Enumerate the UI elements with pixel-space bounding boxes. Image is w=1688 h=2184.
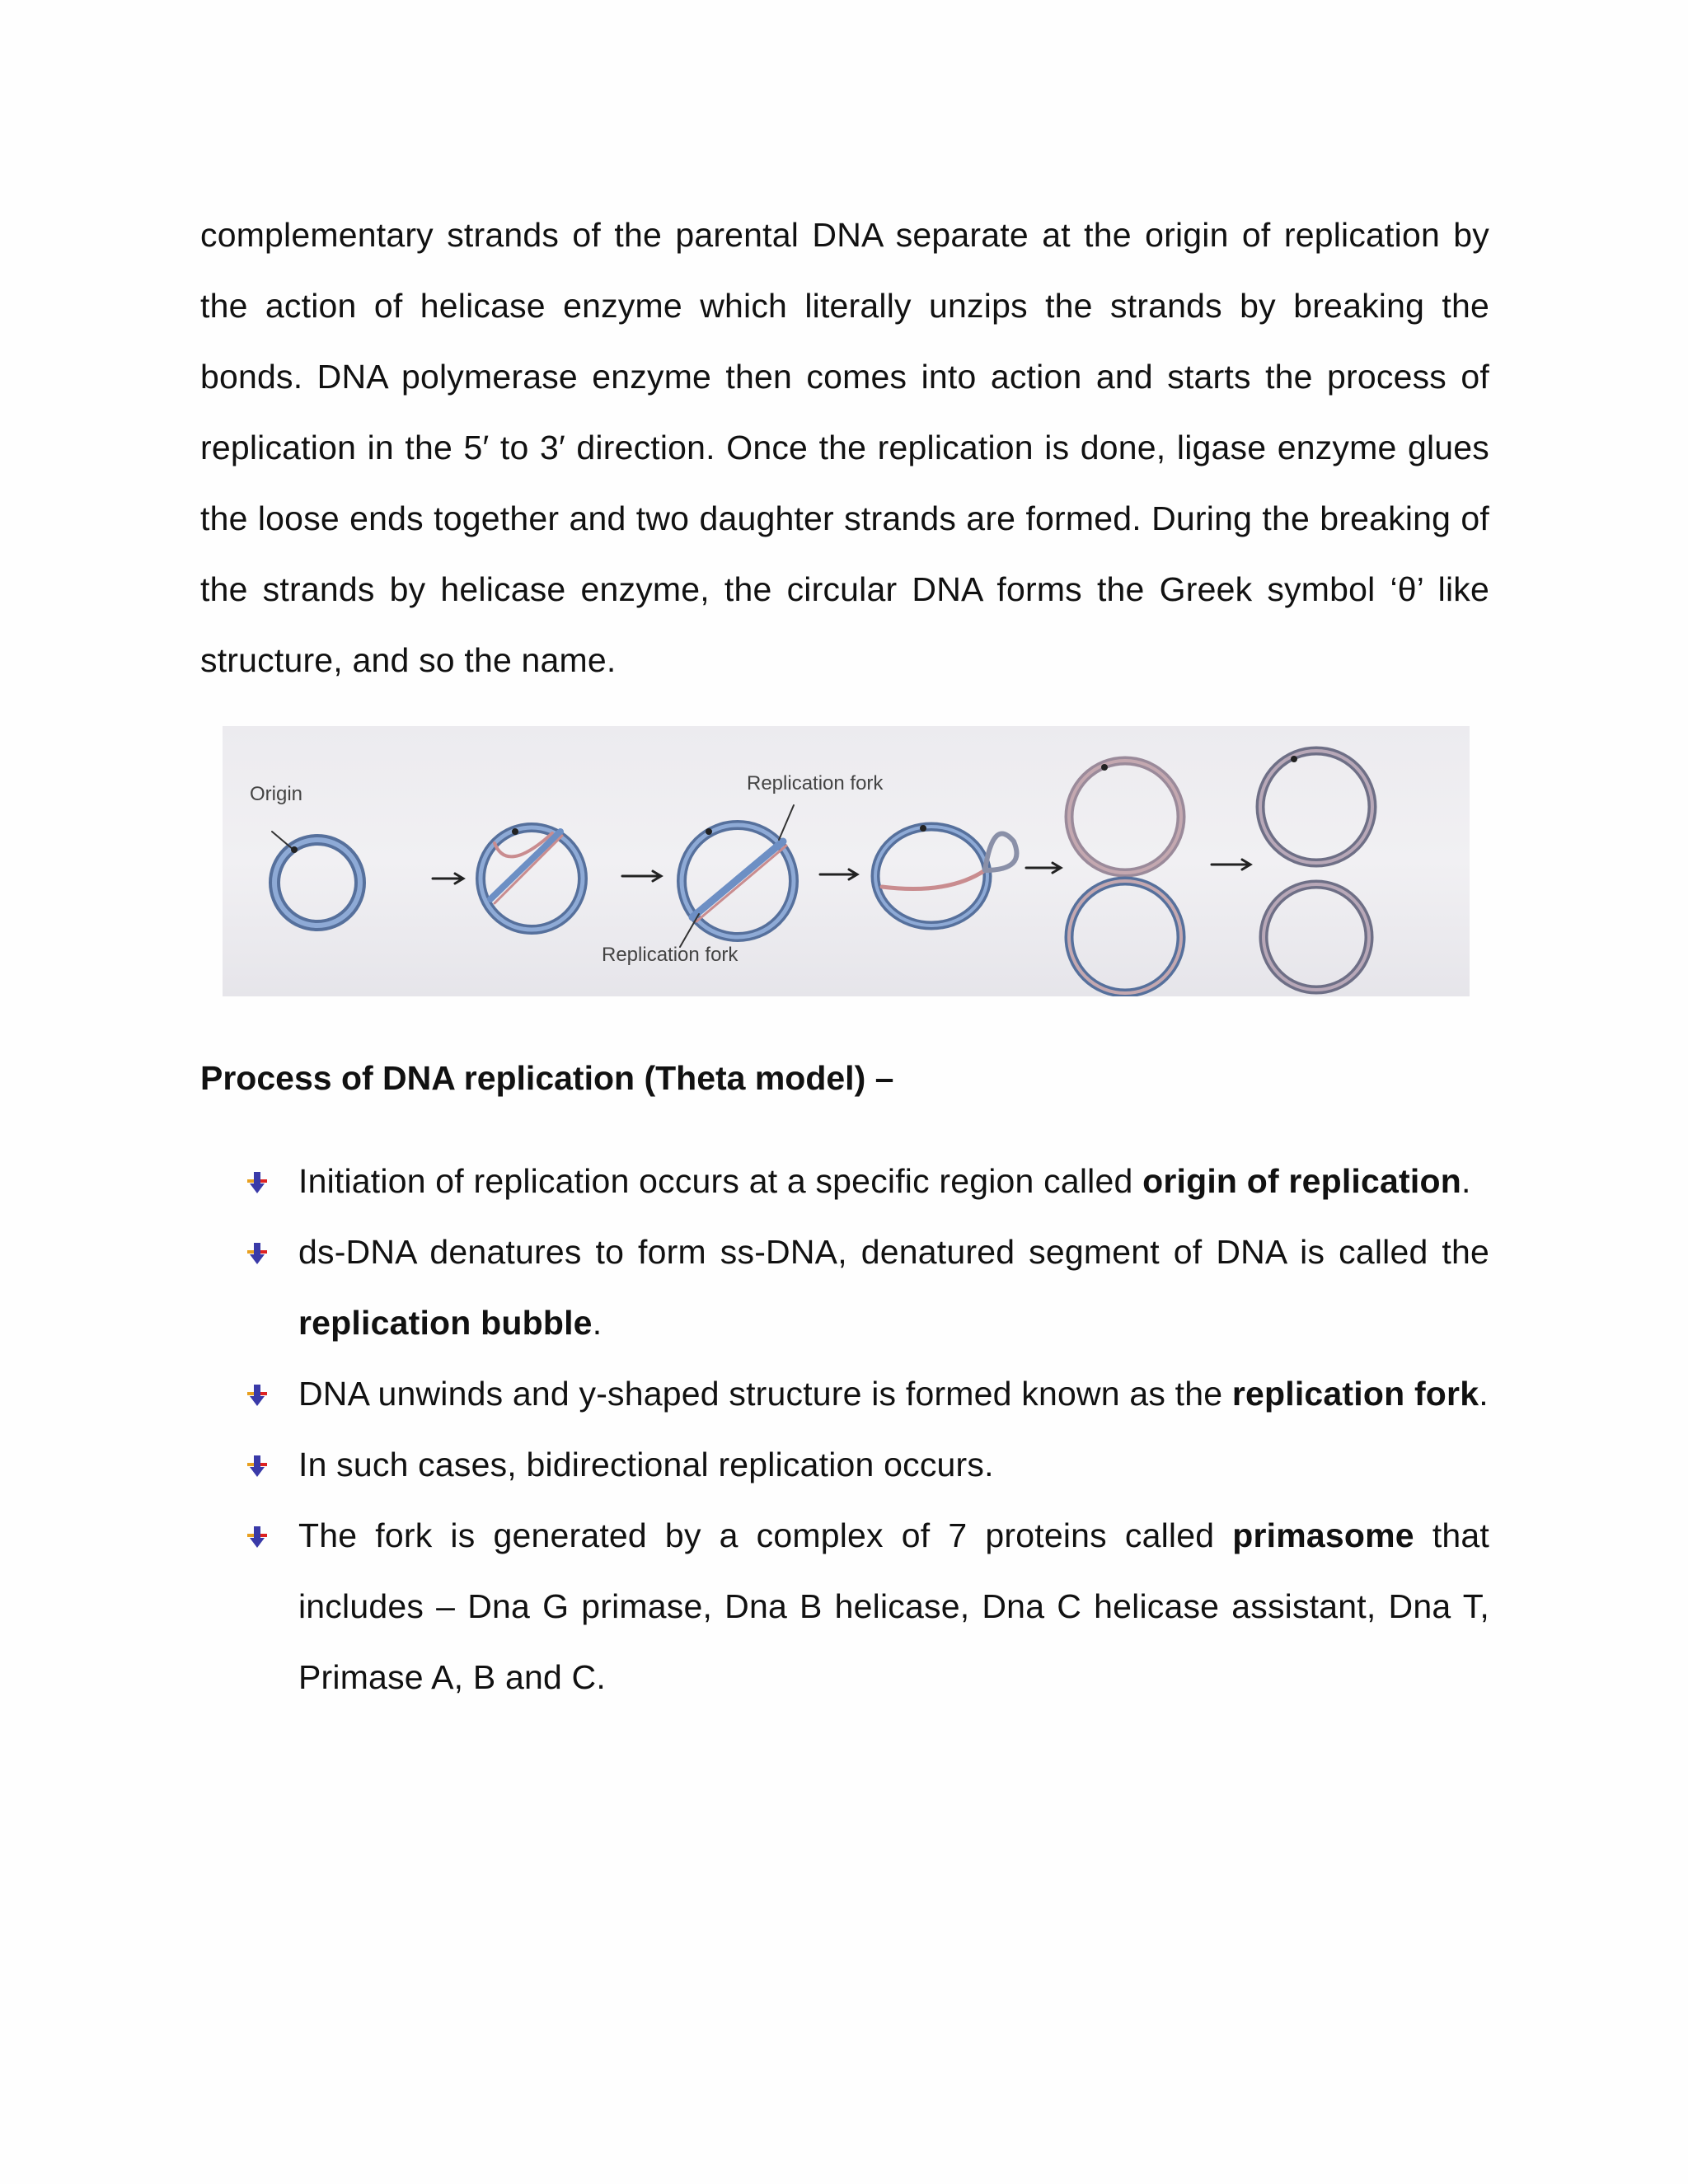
label-origin: Origin (250, 783, 303, 805)
bullet-bold: origin of replication (1142, 1162, 1461, 1200)
bullet-list (247, 1146, 1489, 1713)
bullet-text-after: . (592, 1304, 603, 1342)
bullet-item (247, 1500, 1489, 1713)
stage-3-bubble (680, 805, 794, 947)
stage-6-daughter-circles (1260, 751, 1372, 990)
label-replication-fork-bottom: Replication fork (602, 944, 738, 966)
down-arrow-bullet-icon (247, 1526, 267, 1548)
stage-2-bubble (481, 827, 583, 930)
bullet-text: DNA unwinds and y-shaped structure is formed known as the (298, 1375, 1232, 1413)
stage-4-theta (875, 825, 1016, 926)
stage-1-circle (272, 832, 360, 926)
bullet-item (247, 1216, 1489, 1358)
bullet-bold: replication bubble (298, 1304, 593, 1342)
bullet-item (247, 1146, 1489, 1216)
bullet-bold: replication fork (1231, 1375, 1479, 1413)
section-heading: Process of DNA replication (Theta model) – (200, 1059, 894, 1097)
bullet-text-after: . (1479, 1375, 1489, 1413)
bullet-text-after: . (1461, 1162, 1471, 1200)
stage-5-figure-eight (1069, 761, 1181, 993)
bullet-text: Initiation of replication occurs at a specific region called (298, 1162, 1143, 1200)
down-arrow-bullet-icon (247, 1385, 267, 1406)
bullet-item (247, 1429, 1489, 1500)
bullet-text: In such cases, bidirectional replication occurs. (298, 1446, 994, 1483)
down-arrow-bullet-icon (247, 1172, 267, 1193)
label-replication-fork-top: Replication fork (747, 772, 884, 794)
bullet-text: The fork is generated by a complex of 7 proteins called (298, 1516, 1233, 1554)
down-arrow-bullet-icon (247, 1455, 267, 1477)
bullet-bold: primasome (1232, 1516, 1414, 1554)
intro-paragraph: complementary strands of the parental DNA separate at the origin of replication by the action of helicase enzyme which literally unzips the strands by breaking the bonds. DNA polymerase enzyme then comes into action and starts the process of replication in the 5′ to 3′ direction. Once the replication is done, ligase enzyme glues the loose ends together and two daughter strands are formed. During the breaking of the strands by helicase enzyme, the circular DNA forms the Greek symbol ‘θ’ like structure, and so the name. (200, 216, 1489, 679)
bullet-text-after: that includes – Dna G primase, Dna B helicase, Dna C helicase assistant, Dna T, Primase A, B and C. (298, 1516, 1490, 1696)
bullet-text: ds-DNA denatures to form ss-DNA, denatured segment of DNA is called the (298, 1233, 1489, 1271)
bullet-item (247, 1358, 1489, 1429)
down-arrow-bullet-icon (247, 1243, 267, 1264)
theta-replication-figure (223, 726, 1470, 996)
